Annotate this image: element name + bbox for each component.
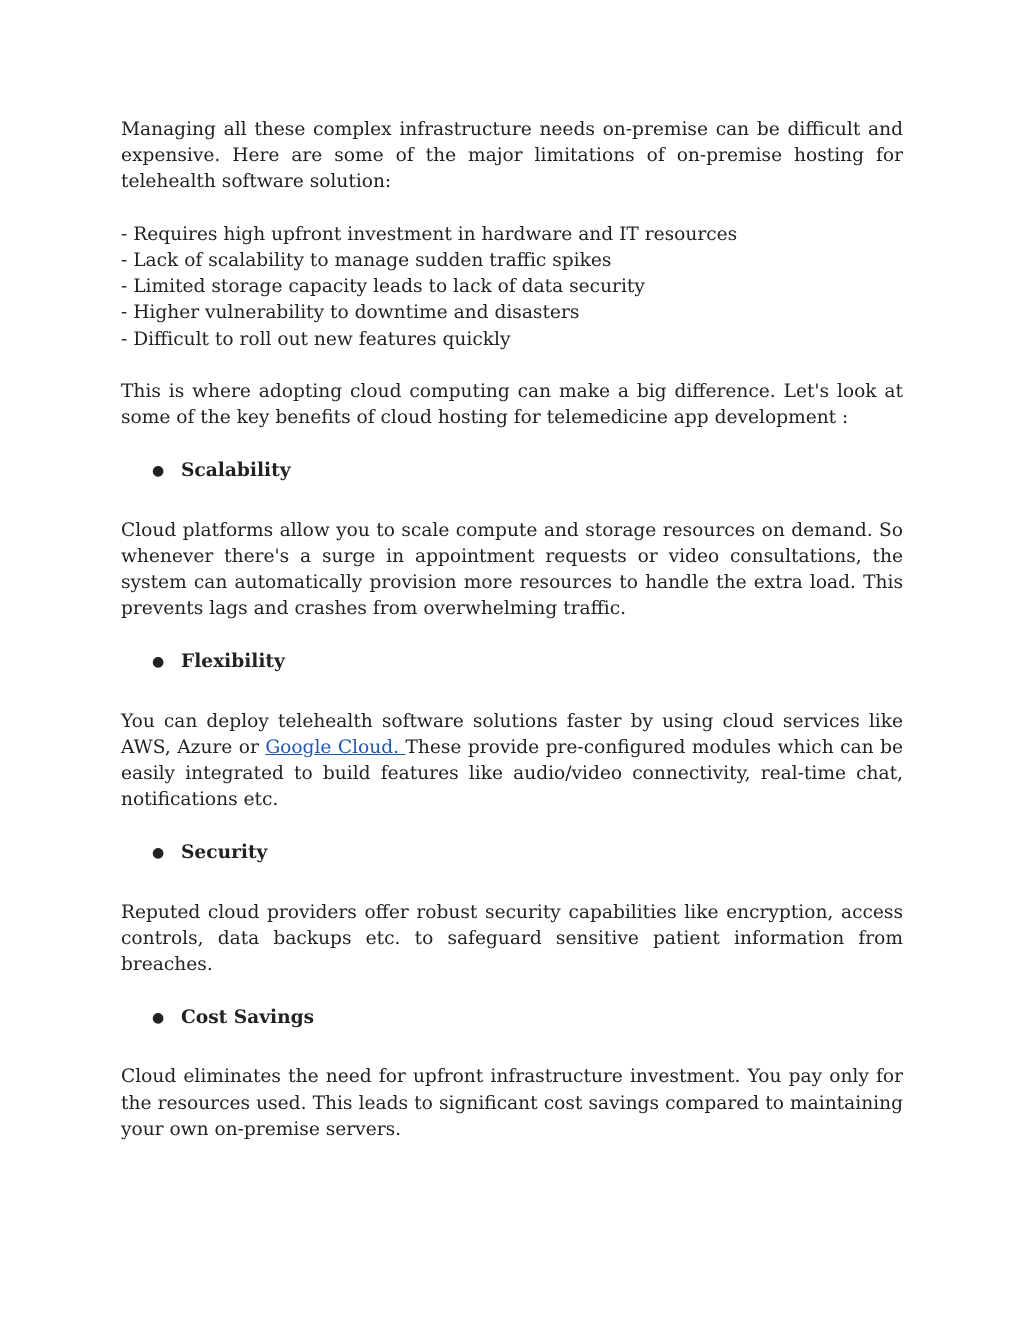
heading-scalability — [121, 458, 903, 484]
security-paragraph: Reputed cloud providers offer robust security capabilities like encryption, access controls, data backups etc. to safeguard sensitive patient information from breaches. — [121, 901, 903, 975]
limitation-item: - Difficult to roll out new features quickly — [121, 328, 511, 350]
heading-text: Cost Savings — [181, 1007, 315, 1029]
transition-paragraph: This is where adopting cloud computing can make a big difference. Let's look at some of the key benefits of cloud hosting for telemedicine app development : — [121, 381, 903, 429]
scalability-paragraph: Cloud platforms allow you to scale compute and storage resources on demand. So whenever there's a surge in appointment requests or video consultations, the system can automatically provision more resources to handle the extra load. This prevents lags and crashes from overwhelming traffic. — [121, 519, 903, 620]
bullet-icon: ● — [152, 1010, 165, 1027]
limitation-item: - Limited storage capacity leads to lack of data security — [121, 276, 645, 298]
limitation-item: - Lack of scalability to manage sudden traffic spikes — [121, 250, 612, 271]
heading-flexibility — [121, 649, 903, 675]
heading-security — [121, 840, 903, 866]
limitations-list — [121, 222, 903, 353]
heading-text: Security — [181, 842, 268, 864]
flexibility-paragraph — [121, 709, 903, 814]
limitation-item: - Requires high upfront investment in hardware and IT resources — [121, 223, 738, 245]
bullet-icon: ● — [152, 845, 165, 862]
bullet-icon: ● — [152, 463, 165, 480]
google-cloud-link[interactable]: Google Cloud. — [265, 736, 406, 758]
heading-text: Scalability — [181, 460, 291, 482]
intro-paragraph: Managing all these complex infrastructure needs on-premise can be difficult and expensive. Here are some of the major limitations of on-premise hosting for telehealth software solution: — [121, 119, 903, 193]
heading-cost-savings — [121, 1005, 903, 1031]
bullet-icon: ● — [152, 654, 165, 671]
document-page — [121, 117, 903, 1143]
cost-savings-paragraph: Cloud eliminates the need for upfront infrastructure investment. You pay only for the resources used. This leads to significant cost savings compared to maintaining your own on-premise servers. — [121, 1066, 903, 1140]
heading-text: Flexibility — [181, 651, 285, 673]
flexibility-text-before: You can deploy telehealth software solutions faster by using cloud services like AWS, Azure or — [121, 710, 903, 758]
limitation-item: - Higher vulnerability to downtime and disasters — [121, 302, 580, 324]
flexibility-text-after: These provide pre-configured modules which can be easily integrated to build features like audio/video connectivity, real-time chat, notifications etc. — [121, 736, 903, 811]
